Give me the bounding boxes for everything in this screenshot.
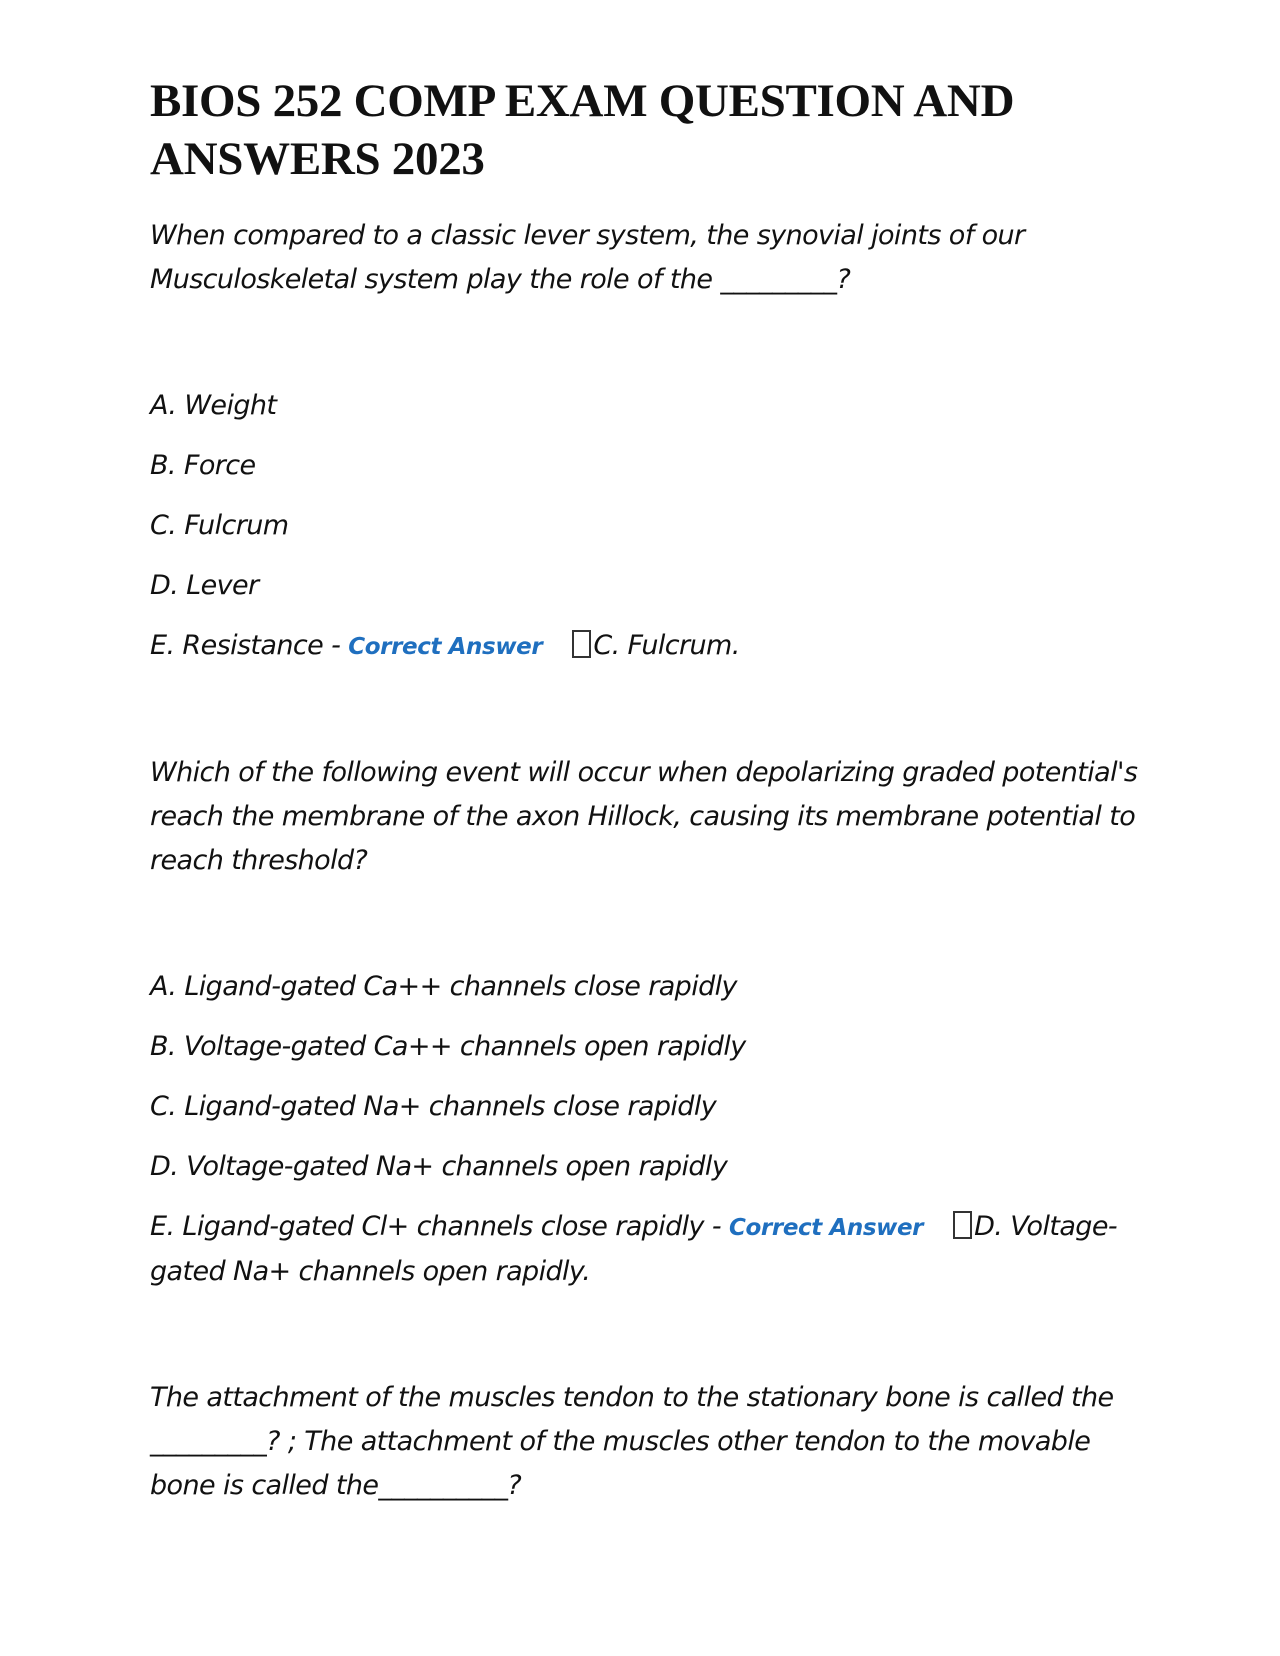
correct-answer-label: Correct Answer xyxy=(348,634,543,660)
option-d: D. Lever xyxy=(150,570,259,601)
correct-answer-text: D. Voltage-gated Na+ channels open rapidly. xyxy=(150,1211,1117,1287)
option-a: A. Weight xyxy=(150,390,277,421)
question-text: The attachment of the muscles tendon to the stationary bone is called the _________? ; The attachment of the muscles other tendon to the movable bone is called the__________? xyxy=(150,1382,1114,1501)
option-list xyxy=(150,384,1140,669)
question-text: Which of the following event will occur when depolarizing graded potential's reach the membrane of the axon Hillock, causing its membrane potential to reach threshold? xyxy=(150,757,1138,876)
question-block-1 xyxy=(150,214,1140,669)
answer-box-icon xyxy=(572,630,591,658)
question-block-3 xyxy=(150,1376,1140,1508)
option-d: D. Voltage-gated Na+ channels open rapidly xyxy=(150,1151,728,1182)
option-b: B. Voltage-gated Ca++ channels open rapidly xyxy=(150,1031,746,1062)
option-c: C. Ligand-gated Na+ channels close rapidly xyxy=(150,1091,717,1122)
option-a: A. Ligand-gated Ca++ channels close rapidly xyxy=(150,971,737,1002)
page-title: BIOS 252 COMP EXAM QUESTION AND ANSWERS 2023 xyxy=(150,75,1015,185)
option-e: E. Resistance - xyxy=(150,630,341,661)
question-text: When compared to a classic lever system, the synovial joints of our Musculoskeletal system play the role of the _________? xyxy=(150,220,1025,295)
document-page xyxy=(150,72,1140,1508)
option-e-with-answer xyxy=(150,1205,1140,1294)
option-b: B. Force xyxy=(150,450,256,481)
correct-answer-label: Correct Answer xyxy=(729,1215,924,1241)
option-list xyxy=(150,965,1140,1294)
option-e: E. Ligand-gated Cl+ channels close rapidly - xyxy=(150,1211,722,1242)
option-c: C. Fulcrum xyxy=(150,510,289,541)
option-e-with-answer xyxy=(150,624,1140,669)
answer-box-icon xyxy=(953,1211,972,1239)
correct-answer-text: C. Fulcrum. xyxy=(593,630,740,661)
question-block-2 xyxy=(150,751,1140,1294)
